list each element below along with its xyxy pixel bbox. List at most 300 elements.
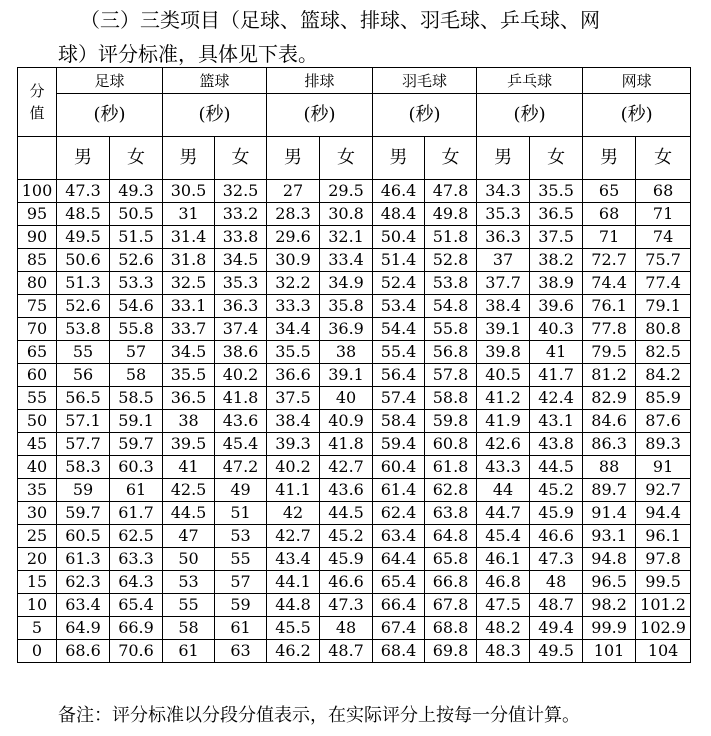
time-cell: 43.8 <box>530 433 583 456</box>
table-row <box>18 180 691 203</box>
time-cell: 43.6 <box>320 479 373 502</box>
time-cell: 55 <box>57 341 110 364</box>
time-cell: 37 <box>477 249 530 272</box>
table-row <box>18 571 691 594</box>
time-cell: 28.3 <box>267 203 320 226</box>
time-cell: 30.5 <box>163 180 215 203</box>
male-label: 男 <box>583 137 636 180</box>
time-cell: 47.8 <box>425 180 477 203</box>
unit-label: (秒) <box>477 94 583 137</box>
time-cell: 36.3 <box>215 295 267 318</box>
score-cell: 100 <box>18 180 57 203</box>
time-cell: 31.8 <box>163 249 215 272</box>
time-cell: 74 <box>636 226 691 249</box>
time-cell: 32.5 <box>163 272 215 295</box>
time-cell: 47.3 <box>320 594 373 617</box>
table-row <box>18 272 691 295</box>
time-cell: 101 <box>583 640 636 663</box>
table-row <box>18 295 691 318</box>
time-cell: 53.3 <box>110 272 163 295</box>
time-cell: 51 <box>215 502 267 525</box>
time-cell: 35.8 <box>320 295 373 318</box>
time-cell: 53.8 <box>57 318 110 341</box>
time-cell: 41.8 <box>215 387 267 410</box>
heading-line-1: （三）三类项目（足球、篮球、排球、羽毛球、乒乓球、网 <box>80 8 600 32</box>
time-cell: 60.3 <box>110 456 163 479</box>
time-cell: 70.6 <box>110 640 163 663</box>
time-cell: 57.4 <box>373 387 425 410</box>
time-cell: 51.5 <box>110 226 163 249</box>
time-cell: 58 <box>110 364 163 387</box>
time-cell: 46.6 <box>530 525 583 548</box>
time-cell: 52.6 <box>110 249 163 272</box>
time-cell: 77.8 <box>583 318 636 341</box>
time-cell: 61 <box>110 479 163 502</box>
time-cell: 71 <box>583 226 636 249</box>
time-cell: 41.7 <box>530 364 583 387</box>
time-cell: 37.5 <box>530 226 583 249</box>
score-table <box>17 67 691 663</box>
table-row <box>18 594 691 617</box>
time-cell: 68.8 <box>425 617 477 640</box>
time-cell: 48.7 <box>530 594 583 617</box>
time-cell: 36.5 <box>163 387 215 410</box>
time-cell: 88 <box>583 456 636 479</box>
time-cell: 29.5 <box>320 180 373 203</box>
time-cell: 79.1 <box>636 295 691 318</box>
heading-line-2: 球）评分标准，具体见下表。 <box>58 42 318 66</box>
time-cell: 54.4 <box>373 318 425 341</box>
time-cell: 45.9 <box>530 502 583 525</box>
sport-header: 乒乓球 <box>477 68 583 94</box>
time-cell: 57.7 <box>57 433 110 456</box>
time-cell: 44.1 <box>267 571 320 594</box>
time-cell: 77.4 <box>636 272 691 295</box>
time-cell: 53.8 <box>425 272 477 295</box>
score-cell: 60 <box>18 364 57 387</box>
time-cell: 46.8 <box>477 571 530 594</box>
time-cell: 63 <box>215 640 267 663</box>
time-cell: 82.9 <box>583 387 636 410</box>
time-cell: 85.9 <box>636 387 691 410</box>
unit-label: (秒) <box>583 94 691 137</box>
time-cell: 48.5 <box>57 203 110 226</box>
time-cell: 47.5 <box>477 594 530 617</box>
time-cell: 60.4 <box>373 456 425 479</box>
time-cell: 53 <box>215 525 267 548</box>
time-cell: 52.8 <box>425 249 477 272</box>
time-cell: 97.8 <box>636 548 691 571</box>
time-cell: 61 <box>163 640 215 663</box>
time-cell: 38.4 <box>267 410 320 433</box>
time-cell: 33.2 <box>215 203 267 226</box>
time-cell: 99.9 <box>583 617 636 640</box>
score-cell: 15 <box>18 571 57 594</box>
time-cell: 56.8 <box>425 341 477 364</box>
time-cell: 47 <box>163 525 215 548</box>
time-cell: 84.2 <box>636 364 691 387</box>
male-label: 男 <box>477 137 530 180</box>
time-cell: 63.8 <box>425 502 477 525</box>
female-label: 女 <box>425 137 477 180</box>
table-row <box>18 456 691 479</box>
time-cell: 84.6 <box>583 410 636 433</box>
male-label: 男 <box>163 137 215 180</box>
time-cell: 68 <box>583 203 636 226</box>
table-row <box>18 341 691 364</box>
time-cell: 33.7 <box>163 318 215 341</box>
score-cell: 0 <box>18 640 57 663</box>
score-cell: 95 <box>18 203 57 226</box>
table-row <box>18 525 691 548</box>
time-cell: 58.4 <box>373 410 425 433</box>
time-cell: 46.6 <box>320 571 373 594</box>
time-cell: 42.7 <box>267 525 320 548</box>
time-cell: 87.6 <box>636 410 691 433</box>
time-cell: 38.4 <box>477 295 530 318</box>
score-cell: 20 <box>18 548 57 571</box>
time-cell: 48 <box>530 571 583 594</box>
time-cell: 57 <box>110 341 163 364</box>
time-cell: 40.2 <box>215 364 267 387</box>
time-cell: 52.4 <box>373 272 425 295</box>
time-cell: 55.8 <box>110 318 163 341</box>
time-cell: 45.5 <box>267 617 320 640</box>
time-cell: 67.4 <box>373 617 425 640</box>
time-cell: 58.3 <box>57 456 110 479</box>
footnote: 备注：评分标准以分段分值表示，在实际评分上按每一分值计算。 <box>58 705 580 726</box>
time-cell: 51.4 <box>373 249 425 272</box>
time-cell: 61.8 <box>425 456 477 479</box>
score-cell: 5 <box>18 617 57 640</box>
time-cell: 47.3 <box>57 180 110 203</box>
table-row <box>18 502 691 525</box>
time-cell: 66.8 <box>425 571 477 594</box>
time-cell: 27 <box>267 180 320 203</box>
table-row <box>18 479 691 502</box>
time-cell: 43.4 <box>267 548 320 571</box>
time-cell: 39.6 <box>530 295 583 318</box>
time-cell: 96.5 <box>583 571 636 594</box>
time-cell: 58.8 <box>425 387 477 410</box>
time-cell: 61.4 <box>373 479 425 502</box>
time-cell: 66.9 <box>110 617 163 640</box>
time-cell: 50.5 <box>110 203 163 226</box>
time-cell: 74.4 <box>583 272 636 295</box>
table-row <box>18 410 691 433</box>
time-cell: 46.1 <box>477 548 530 571</box>
time-cell: 41.2 <box>477 387 530 410</box>
time-cell: 49.3 <box>110 180 163 203</box>
time-cell: 96.1 <box>636 525 691 548</box>
score-cell: 55 <box>18 387 57 410</box>
sport-header: 羽毛球 <box>373 68 477 94</box>
score-cell: 25 <box>18 525 57 548</box>
time-cell: 65 <box>583 180 636 203</box>
time-cell: 34.5 <box>163 341 215 364</box>
time-cell: 64.8 <box>425 525 477 548</box>
time-cell: 36.3 <box>477 226 530 249</box>
time-cell: 75.7 <box>636 249 691 272</box>
time-cell: 38 <box>163 410 215 433</box>
score-cell: 40 <box>18 456 57 479</box>
time-cell: 45.9 <box>320 548 373 571</box>
time-cell: 48 <box>320 617 373 640</box>
score-cell: 90 <box>18 226 57 249</box>
score-cell: 75 <box>18 295 57 318</box>
male-label: 男 <box>267 137 320 180</box>
unit-label: (秒) <box>267 94 373 137</box>
sport-header: 足球 <box>57 68 163 94</box>
time-cell: 57 <box>215 571 267 594</box>
female-label: 女 <box>110 137 163 180</box>
time-cell: 56.4 <box>373 364 425 387</box>
time-cell: 47.3 <box>530 548 583 571</box>
time-cell: 47.2 <box>215 456 267 479</box>
time-cell: 49.4 <box>530 617 583 640</box>
time-cell: 59.7 <box>57 502 110 525</box>
time-cell: 33.1 <box>163 295 215 318</box>
time-cell: 91.4 <box>583 502 636 525</box>
score-cell: 65 <box>18 341 57 364</box>
time-cell: 45.4 <box>477 525 530 548</box>
time-cell: 94.4 <box>636 502 691 525</box>
score-cell: 50 <box>18 410 57 433</box>
time-cell: 38.9 <box>530 272 583 295</box>
time-cell: 59.8 <box>425 410 477 433</box>
time-cell: 41 <box>163 456 215 479</box>
score-header-char-2: 值 <box>29 104 45 122</box>
table-row <box>18 364 691 387</box>
time-cell: 56 <box>57 364 110 387</box>
time-cell: 31 <box>163 203 215 226</box>
time-cell: 45.2 <box>320 525 373 548</box>
time-cell: 40.5 <box>477 364 530 387</box>
time-cell: 48.2 <box>477 617 530 640</box>
time-cell: 86.3 <box>583 433 636 456</box>
unit-label: (秒) <box>373 94 477 137</box>
time-cell: 51.3 <box>57 272 110 295</box>
score-header-char-1: 分 <box>29 82 45 100</box>
sport-header-row <box>18 68 691 94</box>
time-cell: 89.3 <box>636 433 691 456</box>
time-cell: 62.4 <box>373 502 425 525</box>
score-cell: 70 <box>18 318 57 341</box>
time-cell: 54.6 <box>110 295 163 318</box>
time-cell: 43.1 <box>530 410 583 433</box>
gender-header-blank <box>18 137 57 180</box>
time-cell: 65.4 <box>110 594 163 617</box>
time-cell: 33.4 <box>320 249 373 272</box>
table-row <box>18 387 691 410</box>
time-cell: 71 <box>636 203 691 226</box>
female-label: 女 <box>530 137 583 180</box>
time-cell: 58.5 <box>110 387 163 410</box>
score-cell: 80 <box>18 272 57 295</box>
time-cell: 35.3 <box>215 272 267 295</box>
time-cell: 44.7 <box>477 502 530 525</box>
time-cell: 64.3 <box>110 571 163 594</box>
time-cell: 41.8 <box>320 433 373 456</box>
time-cell: 32.2 <box>267 272 320 295</box>
male-label: 男 <box>57 137 110 180</box>
time-cell: 38.2 <box>530 249 583 272</box>
time-cell: 59.1 <box>110 410 163 433</box>
time-cell: 52.6 <box>57 295 110 318</box>
time-cell: 51.8 <box>425 226 477 249</box>
time-cell: 30.9 <box>267 249 320 272</box>
time-cell: 34.4 <box>267 318 320 341</box>
time-cell: 32.5 <box>215 180 267 203</box>
time-cell: 33.3 <box>267 295 320 318</box>
time-cell: 58 <box>163 617 215 640</box>
time-cell: 31.4 <box>163 226 215 249</box>
time-cell: 64.9 <box>57 617 110 640</box>
time-cell: 44.5 <box>163 502 215 525</box>
time-cell: 41 <box>530 341 583 364</box>
time-cell: 81.2 <box>583 364 636 387</box>
time-cell: 55.4 <box>373 341 425 364</box>
time-cell: 39.1 <box>320 364 373 387</box>
time-cell: 93.1 <box>583 525 636 548</box>
time-cell: 49.8 <box>425 203 477 226</box>
time-cell: 44 <box>477 479 530 502</box>
time-cell: 48.7 <box>320 640 373 663</box>
time-cell: 60.8 <box>425 433 477 456</box>
time-cell: 65.4 <box>373 571 425 594</box>
time-cell: 42.7 <box>320 456 373 479</box>
score-cell: 10 <box>18 594 57 617</box>
time-cell: 55 <box>163 594 215 617</box>
time-cell: 35.5 <box>530 180 583 203</box>
time-cell: 41.9 <box>477 410 530 433</box>
time-cell: 62.8 <box>425 479 477 502</box>
time-cell: 43.6 <box>215 410 267 433</box>
time-cell: 60.5 <box>57 525 110 548</box>
table-row <box>18 548 691 571</box>
time-cell: 62.5 <box>110 525 163 548</box>
time-cell: 57.1 <box>57 410 110 433</box>
time-cell: 68.4 <box>373 640 425 663</box>
time-cell: 36.6 <box>267 364 320 387</box>
time-cell: 37.7 <box>477 272 530 295</box>
time-cell: 76.1 <box>583 295 636 318</box>
time-cell: 42.6 <box>477 433 530 456</box>
time-cell: 64.4 <box>373 548 425 571</box>
time-cell: 79.5 <box>583 341 636 364</box>
time-cell: 62.3 <box>57 571 110 594</box>
score-cell: 30 <box>18 502 57 525</box>
time-cell: 63.3 <box>110 548 163 571</box>
time-cell: 33.8 <box>215 226 267 249</box>
time-cell: 92.7 <box>636 479 691 502</box>
time-cell: 39.3 <box>267 433 320 456</box>
time-cell: 38 <box>320 341 373 364</box>
time-cell: 36.5 <box>530 203 583 226</box>
time-cell: 68.6 <box>57 640 110 663</box>
time-cell: 50.6 <box>57 249 110 272</box>
time-cell: 104 <box>636 640 691 663</box>
time-cell: 82.5 <box>636 341 691 364</box>
time-cell: 39.8 <box>477 341 530 364</box>
time-cell: 42.4 <box>530 387 583 410</box>
time-cell: 67.8 <box>425 594 477 617</box>
time-cell: 37.4 <box>215 318 267 341</box>
time-cell: 57.8 <box>425 364 477 387</box>
time-cell: 54.8 <box>425 295 477 318</box>
time-cell: 46.4 <box>373 180 425 203</box>
time-cell: 65.8 <box>425 548 477 571</box>
table-row <box>18 433 691 456</box>
time-cell: 49.5 <box>57 226 110 249</box>
score-cell: 85 <box>18 249 57 272</box>
time-cell: 39.5 <box>163 433 215 456</box>
unit-header-row <box>18 94 691 137</box>
time-cell: 41.1 <box>267 479 320 502</box>
sport-header: 排球 <box>267 68 373 94</box>
table-row <box>18 226 691 249</box>
time-cell: 38.6 <box>215 341 267 364</box>
time-cell: 40.3 <box>530 318 583 341</box>
time-cell: 56.5 <box>57 387 110 410</box>
table-row <box>18 318 691 341</box>
female-label: 女 <box>215 137 267 180</box>
time-cell: 69.8 <box>425 640 477 663</box>
gender-header-row <box>18 137 691 180</box>
time-cell: 59 <box>57 479 110 502</box>
time-cell: 59.7 <box>110 433 163 456</box>
time-cell: 44.8 <box>267 594 320 617</box>
score-cell: 45 <box>18 433 57 456</box>
time-cell: 46.2 <box>267 640 320 663</box>
time-cell: 68 <box>636 180 691 203</box>
time-cell: 37.5 <box>267 387 320 410</box>
time-cell: 53 <box>163 571 215 594</box>
time-cell: 40.2 <box>267 456 320 479</box>
time-cell: 44.5 <box>530 456 583 479</box>
time-cell: 34.5 <box>215 249 267 272</box>
time-cell: 94.8 <box>583 548 636 571</box>
time-cell: 91 <box>636 456 691 479</box>
time-cell: 99.5 <box>636 571 691 594</box>
time-cell: 55 <box>215 548 267 571</box>
time-cell: 49.5 <box>530 640 583 663</box>
time-cell: 48.3 <box>477 640 530 663</box>
time-cell: 36.9 <box>320 318 373 341</box>
unit-label: (秒) <box>57 94 163 137</box>
score-header <box>18 68 57 137</box>
table-row <box>18 203 691 226</box>
time-cell: 63.4 <box>57 594 110 617</box>
time-cell: 30.8 <box>320 203 373 226</box>
time-cell: 48.4 <box>373 203 425 226</box>
time-cell: 89.7 <box>583 479 636 502</box>
time-cell: 55.8 <box>425 318 477 341</box>
time-cell: 34.3 <box>477 180 530 203</box>
time-cell: 61 <box>215 617 267 640</box>
time-cell: 98.2 <box>583 594 636 617</box>
sport-header: 篮球 <box>163 68 267 94</box>
time-cell: 66.4 <box>373 594 425 617</box>
time-cell: 63.4 <box>373 525 425 548</box>
table-row <box>18 617 691 640</box>
time-cell: 61.3 <box>57 548 110 571</box>
score-cell: 35 <box>18 479 57 502</box>
table-row <box>18 640 691 663</box>
time-cell: 45.4 <box>215 433 267 456</box>
time-cell: 34.9 <box>320 272 373 295</box>
time-cell: 50 <box>163 548 215 571</box>
